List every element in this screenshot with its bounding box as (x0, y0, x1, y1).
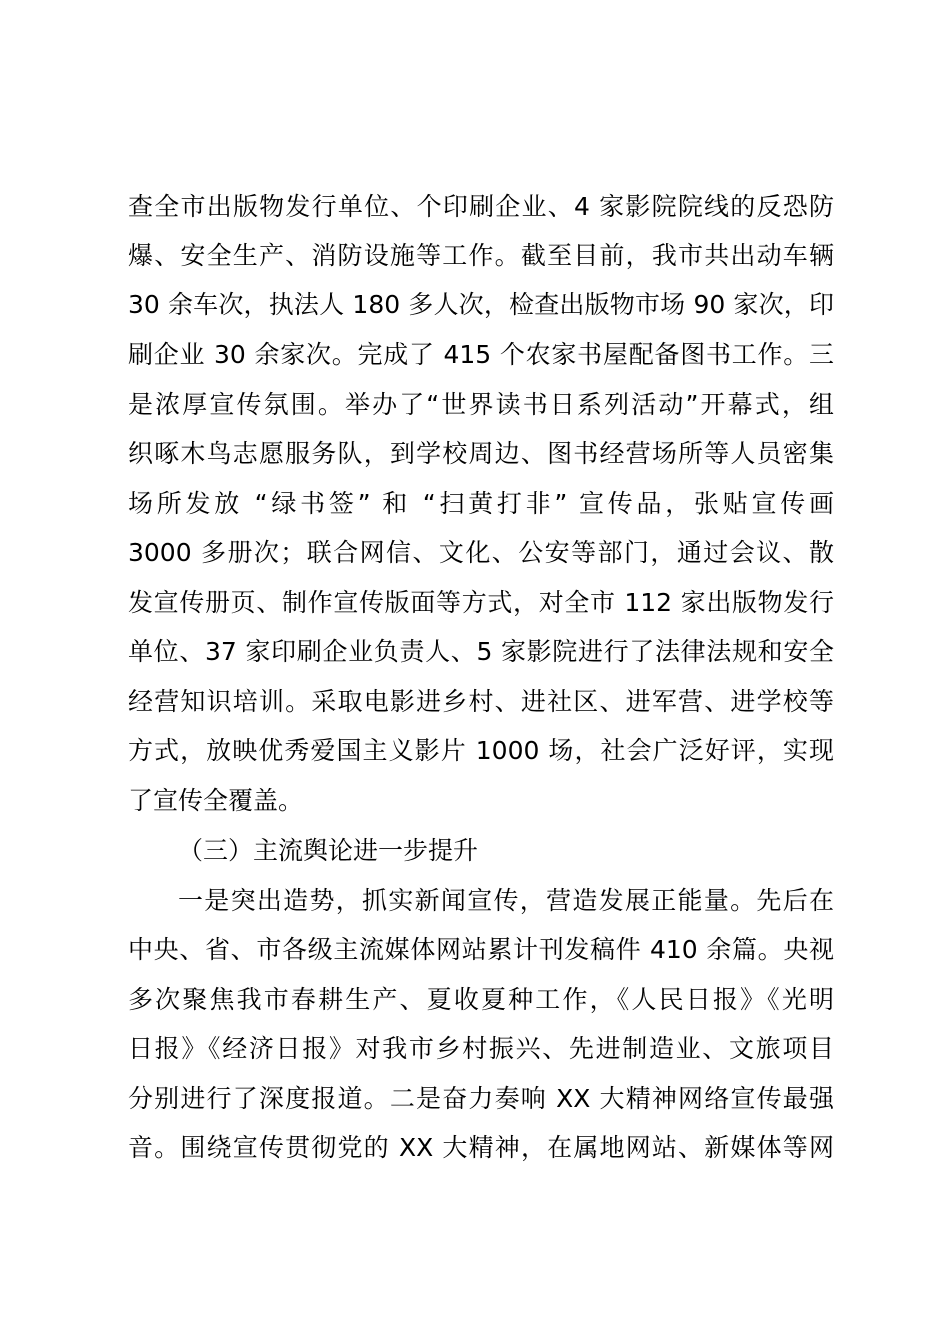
paragraph-line: 中央、省、市各级主流媒体网站累计刊发稿件 410 余篇。央视 (128, 935, 834, 964)
paragraph-line: 了宣传全覆盖。 (128, 786, 304, 815)
paragraph-line: 3000 多册次；联合网信、文化、公安等部门，通过会议、散 (128, 538, 834, 567)
paragraph-line: 单位、37 家印刷企业负责人、5 家影院进行了法律法规和安全 (128, 637, 834, 666)
paragraph-line: 查全市出版物发行单位、个印刷企业、4 家影院院线的反恐防 (128, 192, 834, 221)
paragraph-line: 发宣传册页、制作宣传版面等方式，对全市 112 家出版物发行 (128, 588, 834, 617)
section-heading: （三）主流舆论进一步提升 (178, 836, 479, 865)
paragraph-line: 经营知识培训。采取电影进乡村、进社区、进军营、进学校等 (128, 687, 834, 716)
paragraph-line: 多次聚焦我市春耕生产、夏收夏种工作，《人民日报》《光明 (128, 985, 834, 1014)
paragraph-line: 织啄木鸟志愿服务队，到学校周边、图书经营场所等人员密集 (128, 439, 834, 468)
paragraph-line: 分别进行了深度报道。二是奋力奏响 XX 大精神网络宣传最强 (128, 1084, 834, 1113)
paragraph-line: 爆、安全生产、消防设施等工作。截至目前，我市共出动车辆 (128, 241, 834, 270)
paragraph-line: 一是突出造势，抓实新闻宣传，营造发展正能量。先后在 (178, 886, 834, 915)
paragraph-line: 方式，放映优秀爱国主义影片 1000 场，社会广泛好评，实现 (128, 736, 834, 765)
paragraph-line: 音。围绕宣传贯彻党的 XX 大精神，在属地网站、新媒体等网 (128, 1133, 834, 1162)
paragraph-line: 30 余车次，执法人 180 多人次，检查出版物市场 90 家次，印 (128, 290, 834, 319)
paragraph-line: 刷企业 30 余家次。完成了 415 个农家书屋配备图书工作。三 (128, 340, 834, 369)
paragraph-line: 日报》《经济日报》对我市乡村振兴、先进制造业、文旅项目 (128, 1034, 834, 1063)
paragraph-line: 场所发放 “绿书签” 和 “扫黄打非” 宣传品，张贴宣传画 (128, 489, 834, 518)
paragraph-line: 是浓厚宣传氛围。举办了“世界读书日系列活动”开幕式，组 (128, 390, 834, 419)
